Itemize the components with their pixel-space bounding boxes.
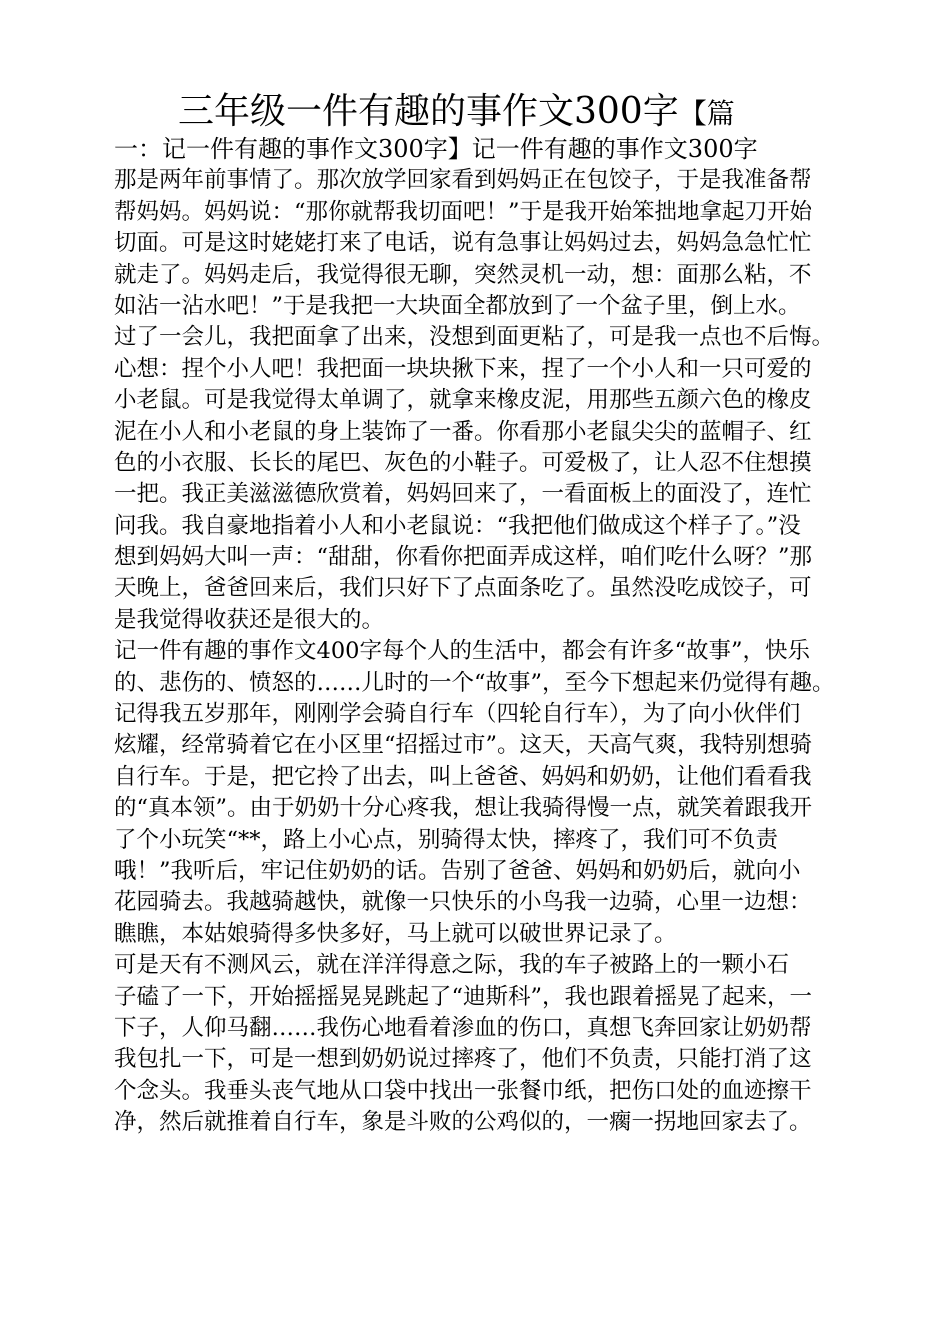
title-main: 三年级一件有趣的事作文300字	[178, 91, 679, 132]
text-line: 瞧瞧，本姑娘骑得多快多好，马上就可以破世界记录了。	[114, 920, 677, 947]
text-line: 心想：捏个小人吧！我把面一块块揪下来，捏了一个小人和一只可爱的	[114, 355, 812, 382]
text-line: 炫耀，经常骑着它在小区里“招摇过市”。这天，天高气爽，我特别想骑	[114, 732, 813, 759]
text-line: 切面。可是这时姥姥打来了电话，说有急事让妈妈过去，妈妈急急忙忙	[114, 230, 812, 257]
title-tail: 【篇	[678, 97, 735, 130]
text-line: 小老鼠。可是我觉得太单调了，就拿来橡皮泥，用那些五颜六色的橡皮	[114, 387, 812, 414]
text-line: 天晚上，爸爸回来后，我们只好下了点面条吃了。虽然没吃成饺子，可	[114, 575, 812, 602]
text-line: 个念头。我垂头丧气地从口袋中找出一张餐巾纸，把伤口处的血迹擦干	[114, 1077, 812, 1104]
document-body	[114, 134, 854, 1139]
document-title	[178, 88, 878, 138]
text-line: 问我。我自豪地指着小人和小老鼠说：“我把他们做成这个样子了。”没	[114, 512, 801, 539]
text-line: 子磕了一下，开始摇摇晃晃跳起了“迪斯科”，我也跟着摇晃了起来，一	[114, 983, 813, 1010]
text-line: 可是天有不测风云，就在洋洋得意之际，我的车子被路上的一颗小石	[114, 952, 790, 979]
text-line: 自行车。于是，把它拎了出去，叫上爸爸、妈妈和奶奶，让他们看看我	[114, 763, 812, 790]
text-line: 的、悲伤的、愤怒的……儿时的一个“故事”，至今下想起来仍觉得有趣。	[114, 669, 835, 696]
text-line: 了个小玩笑“**，路上小心点，别骑得太快，摔疼了，我们可不负责	[114, 826, 779, 853]
text-line: 就走了。妈妈走后，我觉得很无聊，突然灵机一动，想：面那么粘，不	[114, 261, 812, 288]
text-line: 一：记一件有趣的事作文300字】记一件有趣的事作文300字	[114, 135, 758, 163]
text-line: 花园骑去。我越骑越快，就像一只快乐的小鸟我一边骑，心里一边想：	[114, 889, 812, 916]
text-line: 是我觉得收获还是很大的。	[114, 606, 385, 633]
text-line: 过了一会儿，我把面拿了出来，没想到面更粘了，可是我一点也不后悔。	[114, 324, 835, 351]
text-line: 下子，人仰马翻……我伤心地看着渗血的伤口，真想飞奔回家让奶奶帮	[114, 1014, 812, 1041]
text-line: 我包扎一下，可是一想到奶奶说过摔疼了，他们不负责，只能打消了这	[114, 1046, 812, 1073]
text-line: 记得我五岁那年，刚刚学会骑自行车（四轮自行车），为了向小伙伴们	[114, 701, 801, 728]
text-line: 哦！”我听后，牢记住奶奶的话。告别了爸爸、妈妈和奶奶后，就向小	[114, 857, 801, 884]
text-line: 记一件有趣的事作文400字每个人的生活中，都会有许多“故事”，快乐	[114, 638, 810, 665]
text-line: 一把。我正美滋滋德欣赏着，妈妈回来了，一看面板上的面没了，连忙	[114, 481, 812, 508]
text-line: 净，然后就推着自行车，象是斗败的公鸡似的，一瘸一拐地回家去了。	[114, 1109, 812, 1136]
text-line: 泥在小人和小老鼠的身上装饰了一番。你看那小老鼠尖尖的蓝帽子、红	[114, 418, 812, 445]
text-line: 的“真本领”。由于奶奶十分心疼我，想让我骑得慢一点，就笑着跟我开	[114, 795, 813, 822]
text-line: 帮妈妈。妈妈说：“那你就帮我切面吧！”于是我开始笨拙地拿起刀开始	[114, 198, 813, 225]
text-line: 那是两年前事情了。那次放学回家看到妈妈正在包饺子，于是我准备帮	[114, 167, 812, 194]
text-line: 如沾一沾水吧！”于是我把一大块面全都放到了一个盆子里，倒上水。	[114, 292, 801, 319]
text-line: 想到妈妈大叫一声：“甜甜，你看你把面弄成这样，咱们吃什么呀？”那	[114, 544, 813, 571]
text-line: 色的小衣服、长长的尾巴、灰色的小鞋子。可爱极了，让人忍不住想摸	[114, 449, 812, 476]
